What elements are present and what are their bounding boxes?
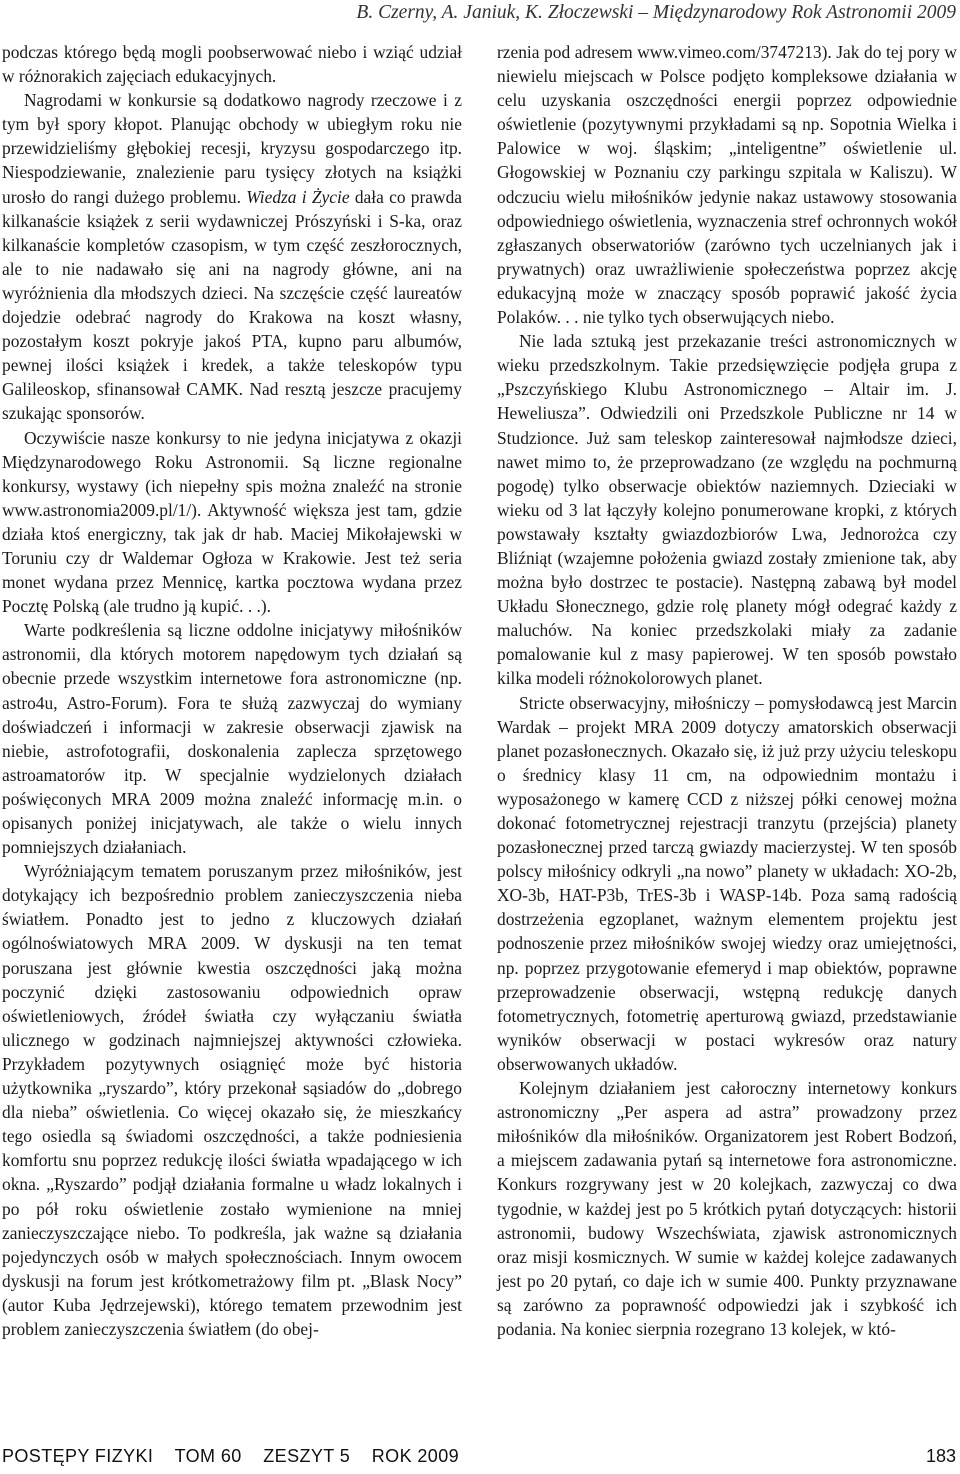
running-header: B. Czerny, A. Janiuk, K. Złoczewski – Międzynarodowy Rok Astronomii 2009	[356, 2, 956, 23]
paragraph-contest: Kolejnym działaniem jest całoroczny internetowy konkurs astronomiczny „Per aspera ad astra” prowadzony przez miłośników dla miłośników. Organizatorem jest Robert Bodzoń, a miejscem zadawania pytań są internetowe fora astronomiczne. Konkurs rozgrywany jest w 20 kolejkach, zazwyczaj co dwa tygodnie, w każdej jest po 5 krótkich pytań dotyczących: historii astronomii, budowy Wszechświata, zjawisk astronomicznych oraz misji kosmicznych. W sumie w każdej kolejce zadawanych jest po 20 pytań, co daje ich w sumie 400. Punkty przyznawane są zarówno za poprawność odpowiedzi jak i szybkość ich podania. Na koniec sierpnia rozegrano 13 kolejek, w któ-	[497, 1078, 957, 1339]
paragraph-other-initiatives: Oczywiście nasze konkursy to nie jedyna inicjatywa z okazji Międzynarodowego Roku Astronomii. Są liczne regionalne konkursy, wystawy (ich niepełny spis można znaleźć na stronie www.astronomia2009.pl/1/). Aktywność większa jest tam, gdzie działa ktoś energiczny, tak jak dr hab. Maciej Mikołajewski w Toruniu czy dr Waldemar Ogłoza w Krakowie. Jest też seria monet wydana przez Mennicę, kartka pocztowa wydana przez Pocztę Polską (ale trudno ją kupić. . .).	[2, 427, 462, 617]
paragraph-amateur-forums: Warte podkreślenia są liczne oddolne inicjatywy miłośników astronomii, dla których motorem napędowym tych działań są obecnie przede wszystkim internetowe fora astronomiczne (np. astro4u, Astro-Forum). Fora te służą zazwyczaj do wymiany doświadczeń i informacji w zakresie obserwacji zjawisk na niebie, astrofotografii, doskonalenia zaplecza sprzętowego astroamatorów itp. W specjalnie wydzielonych działach poświęconych MRA 2009 można znaleźć informację m.in. o opisanych poniżej inicjatywach, ale także o wielu innych pomniejszych działaniach.	[2, 620, 462, 858]
right-column	[497, 40, 957, 1341]
left-column	[2, 40, 462, 1341]
paragraph-prizes-text-b: dała co prawda kilkanaście książek z serii wydawniczej Prószyński i S-ka, oraz kilkanaście kompletów czasopism, w tym część zeszłorocznych, ale to nie nadawało się ani na nagrody główne, ani na wyróżnienia dla młodszych dzieci. Na szczęście część laureatów dojedzie odebrać nagrody do Krakowa na koszt własny, pozostałym koszt pokryje jakoś PTA, kupno paru albumów, pewnej ilości książek i kredek, a także teleskopów typu Galileoskop, sfinansował CAMK. Nad resztą jeszcze pracujemy szukając sponsorów.	[2, 186, 462, 424]
paragraph-light-pollution: Wyróżniającym tematem poruszanym przez miłośników, jest dotykający ich bezpośrednio problem zanieczyszczenia nieba światłem. Ponadto jest to jedno z kluczowych działań ogólnoświatowych MRA 2009. W dyskusji na ten temat poruszana jest głównie kwestia oszczędności jaką można poczynić dzięki zastosowaniu odpowiednich opraw oświetleniowych, źródeł światła czy wyłączaniu światła ulicznego w godzinach najmniejszej aktywności człowieka. Przykładem pozytywnych osiągnięć może być historia użytkownika „ryszardo”, który przekonał sąsiadów do „dobrego dla nieba” oświetlenia. Co więcej okazało się, że mieszkańcy tego osiedla są świadomi oszczędności, a także podniesienia komfortu snu poprzez redukcję ilości światła wpadającego w ich okna. „Ryszardo” podjął działania formalne u władz lokalnych i po pół roku oświetlenie zostało wymienione na mniej zanieczyszczające niebo. To podkreśla, jak ważne są działania pojedynczych osób w małych społecznościach. Innym owocem dyskusji na forum jest krótkometrażowy film pt. „Blask Nocy” (autor Kuba Jędrzejewski), którego tematem przewodnim jest problem zanieczyszczenia światłem (do obej-	[2, 861, 462, 1339]
paragraph-prizes	[2, 88, 462, 425]
page-number: 183	[925, 1446, 956, 1466]
paragraph-light-pollution-continued: rzenia pod adresem www.vimeo.com/3747213). Jak do tej pory w niewielu miejscach w Polsce podjęto kompleksowe działania w celu uzyskania oszczędności energii poprzez odpowiednie oświetlenie (pozytywnymi przykładami są np. Sopotnia Wielka i Palowice w woj. śląskim; „inteligentne” oświetlenie ul. Głogowskiej w Poznaniu czy parkingu szpitala w Kaliszu). W odczuciu wielu miłośników jedynie nakaz ustawowy stosowania odpowiedniego oświetlenia, wyznaczenia stref ochronnych wokół zgłaszanych obserwatoriów (zarówno tych uczelnianych jak i prywatnych) oraz uwrażliwienie społeczeństwa poprzez akcję edukacyjną może w znaczący sposób poprawić jakość życia Polaków. . . nie tylko tych obserwujących niebo.	[497, 42, 957, 328]
journal-info: POSTĘPY FIZYKI TOM 60 ZESZYT 5 ROK 2009	[2, 1446, 460, 1466]
paragraph-continuation: podczas którego będą mogli poobserwować niebo i wziąć udział w różnorakich zajęciach edukacyjnych.	[2, 42, 462, 87]
paragraph-prizes-text-a: Nagrodami w konkursie są dodatkowo nagrody rzeczowe i z tym był spory kłopot. Planując obchody w ubiegłym roku nie przewidzieliśmy głębokiej recesji, kryzysu gospodarczego itp. Niespodziewanie, znalezienie paru tysięcy złotych na książki urosło do rangi dużego problemu.	[2, 90, 462, 207]
paragraph-exoplanets: Stricte obserwacyjny, miłośniczy – pomysłodawcą jest Marcin Wardak – projekt MRA 2009 dotyczy amatorskich obserwacji planet pozasłonecznych. Okazało się, iż już przy użyciu teleskopu o średnicy klasy 11 cm, na odpowiednim montażu i wyposażonego w kamerę CCD z niższej półki cenowej można dokonać fotometrycznej rejestracji tranzytu (przejścia) planety pozasłonecznej przed tarczą gwiazdy macierzystej. W ten sposób polscy miłośnicy odkryli „na nowo” planety w układach: XO-2b, XO-3b, HAT-P3b, TrES-3b i WASP-14b. Poza samą radością dostrzeżenia egzoplanet, ważnym elementem projektu jest podnoszenie przez miłośników swojej wiedzy oraz umiejętności, np. poprzez przygotowanie efemeryd i map obiektów, poprawne przeprowadzenie obserwacji, wstępną redukcję danych fotometrycznych, fotometrię aperturową gwiazd, przedstawianie wyników obserwacji w postaci wykresów oraz natury obserwowanych układów.	[497, 692, 957, 1074]
running-footer	[2, 1446, 956, 1472]
paragraph-preschool: Nie lada sztuką jest przekazanie treści astronomicznych w wieku przedszkolnym. Takie przedsięwzięcie podjęła grupa z „Pszczyńskiego Klubu Astronomicznego – Altair im. J. Heweliusza”. Odwiedzili oni Przedszkole Publiczne nr 14 w Studzionce. Już sam teleskop zainteresował najmłodsze dzieci, nawet mimo to, że przeprowadzano (ze względu na pochmurną pogodę) tylko obserwacje obiektów naziemnych. Dzieciaki w wieku od 3 lat łączyły kolejno ponumerowane kropki, z których powstawały kształty gwiazdozbiorów Lwa, Jednorożca czy Bliźniąt (wzajemne położenia gwiazd zostały zmienione tak, aby można było dostrzec te postacie). Następną zabawą był model Układu Słonecznego, gdzie rolę planety mógł odegrać każdy z maluchów. Na koniec przedszkolaki miały za zadanie pomalowanie kul z masy papierowej. W ten sposób powstało kilka modeli różnokolorowych planet.	[497, 331, 957, 689]
magazine-title: Wiedza i Życie	[246, 186, 350, 207]
